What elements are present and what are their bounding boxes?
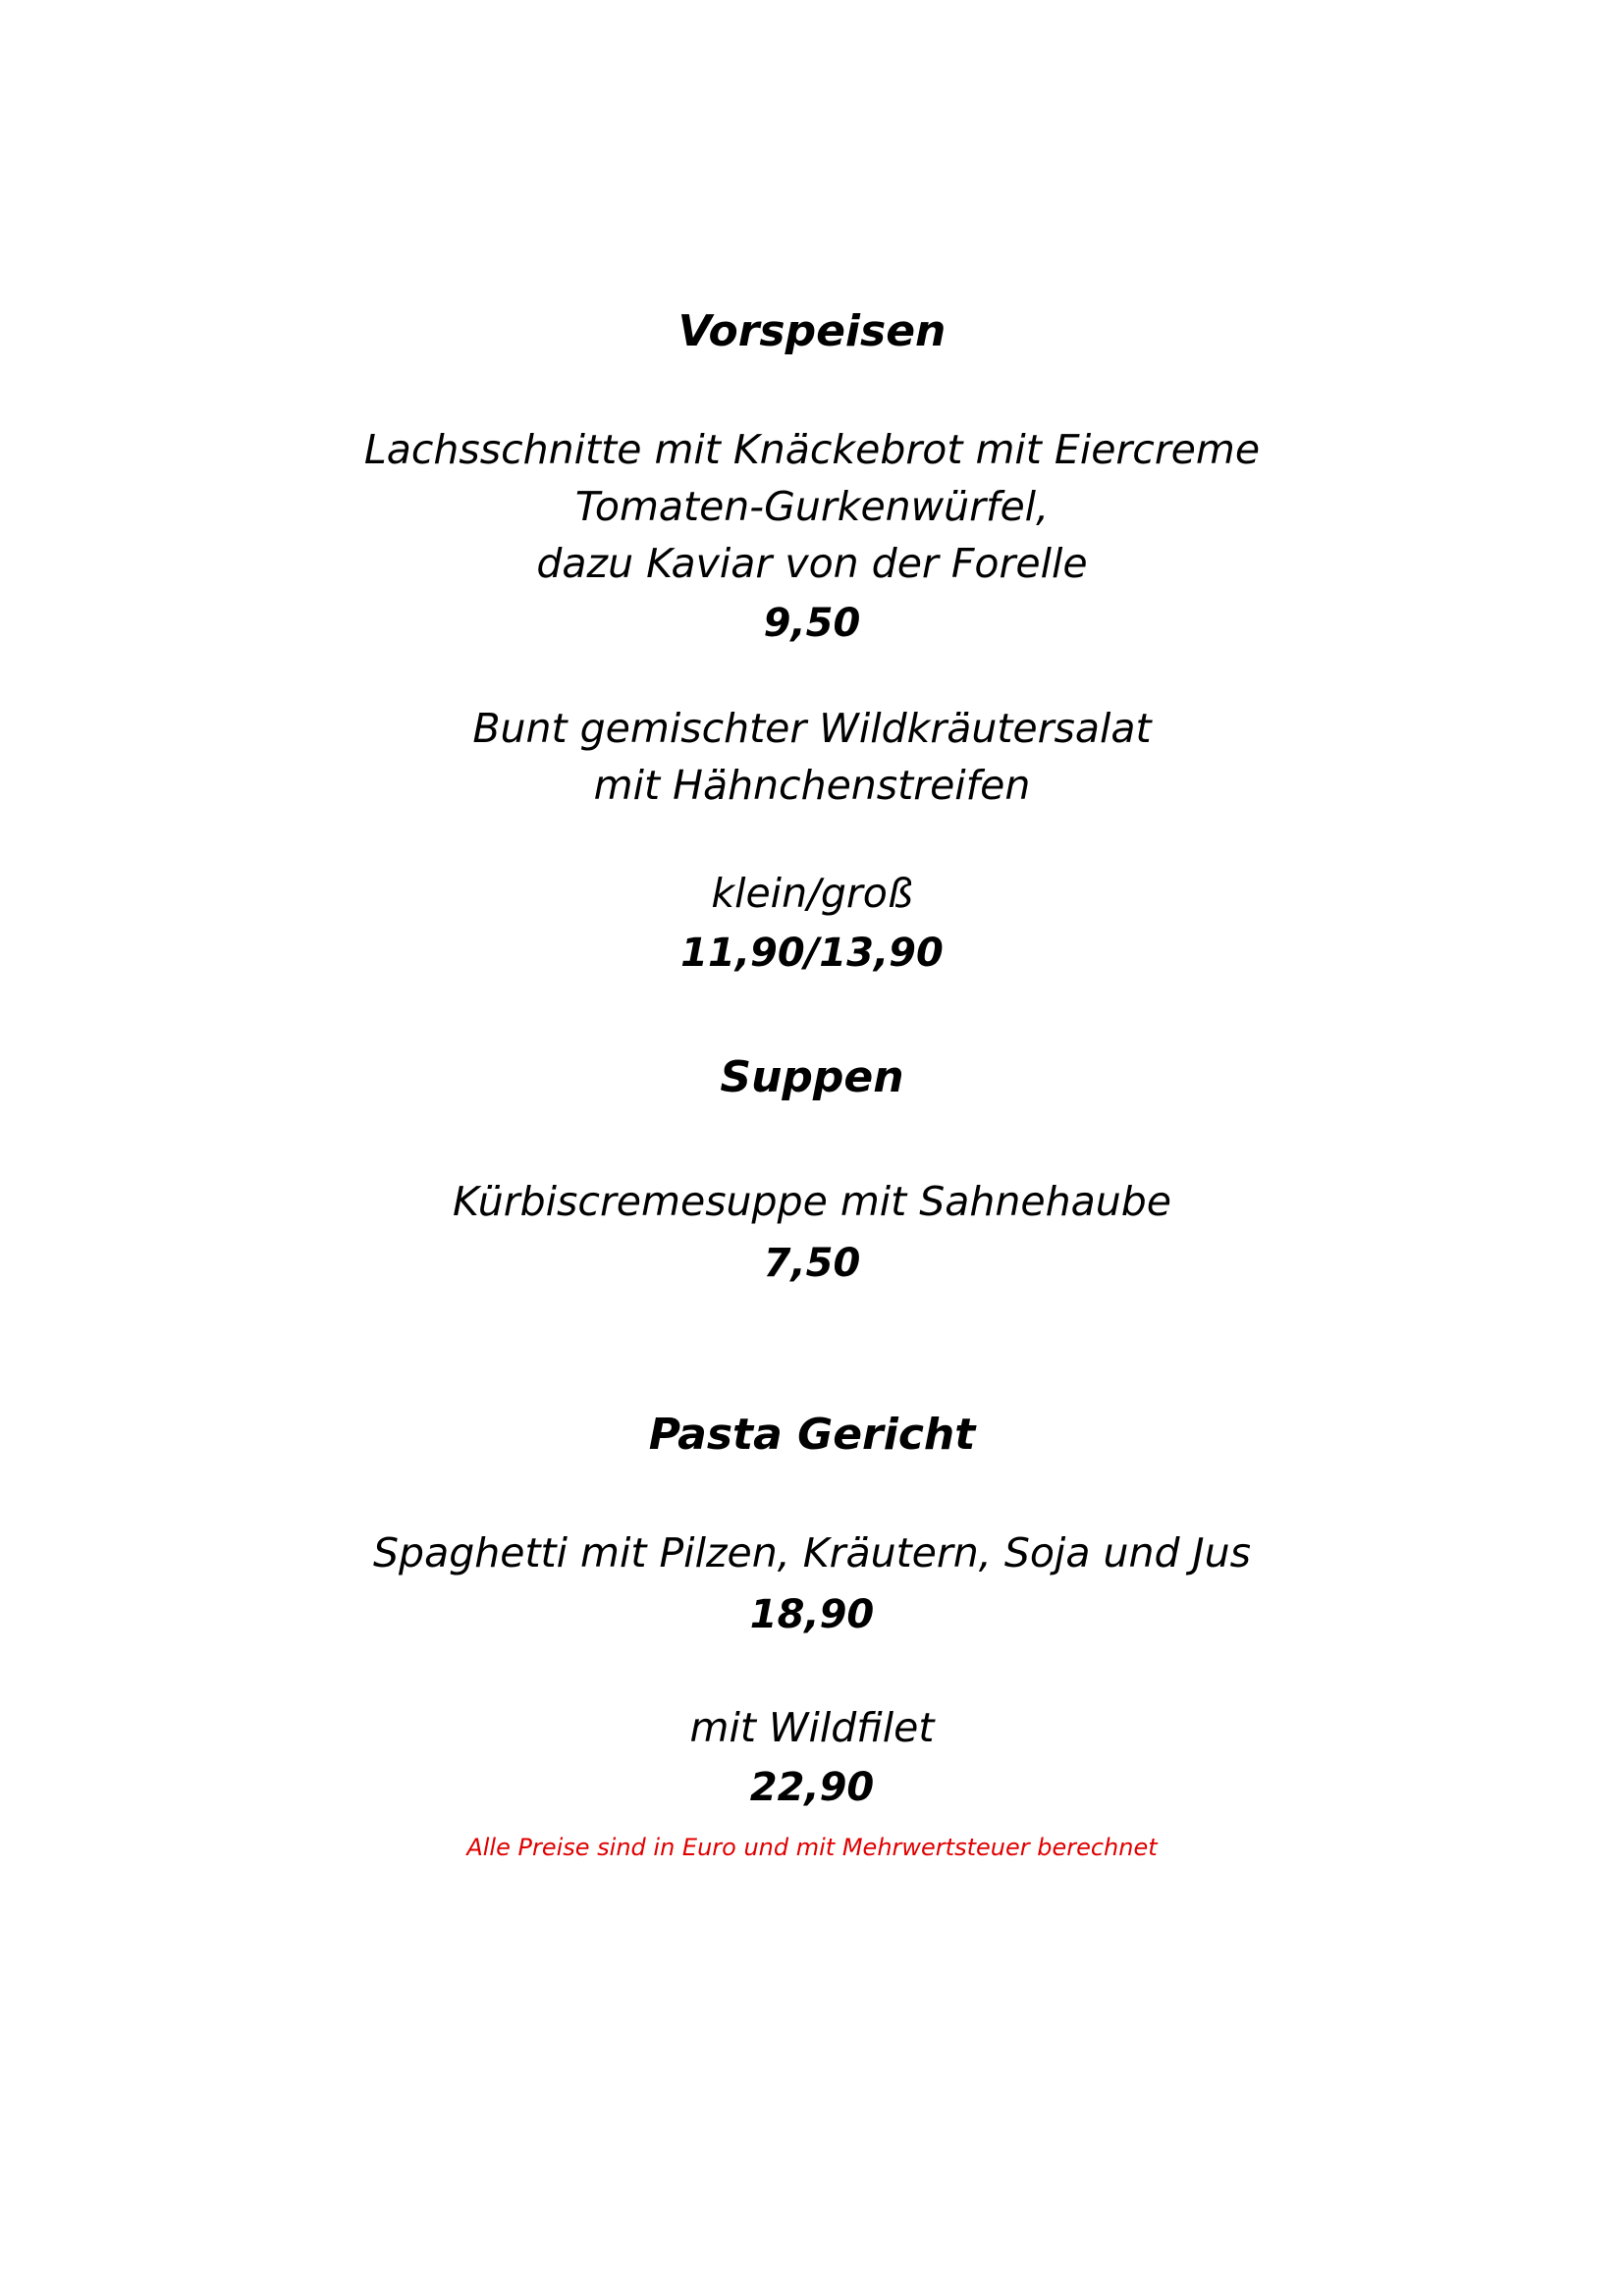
dish-description-line: Spaghetti mit Pilzen, Kräutern, Soja und Jus <box>373 1529 1251 1576</box>
dish-price: 9,50 <box>763 601 861 646</box>
dish-description-line: mit Hähnchenstreifen <box>593 762 1031 809</box>
dish-size-note: klein/groß <box>711 870 913 917</box>
section-title-pasta-gericht: Pasta Gericht <box>648 1410 976 1460</box>
dish-description-line: Lachsschnitte mit Knäckebrot mit Eiercreme <box>363 426 1261 473</box>
dish-price: 7,50 <box>763 1241 861 1286</box>
dish-description-line: mit Wildfilet <box>689 1704 935 1751</box>
dish-description-line: dazu Kaviar von der Forelle <box>536 540 1088 587</box>
dish-description-line: Tomaten-Gurkenwürfel, <box>574 483 1050 530</box>
section-title-suppen: Suppen <box>720 1052 904 1102</box>
section-title-vorspeisen: Vorspeisen <box>677 306 947 356</box>
dish-description-line: Bunt gemischter Wildkräutersalat <box>472 705 1152 752</box>
dish-price: 18,90 <box>749 1592 875 1637</box>
dish-price: 11,90/13,90 <box>680 931 944 976</box>
dish-description-line: Kürbiscremesuppe mit Sahnehaube <box>453 1178 1171 1225</box>
price-disclaimer: Alle Preise sind in Euro und mit Mehrwertsteuer berechnet <box>466 1834 1158 1861</box>
dish-price: 22,90 <box>749 1765 875 1810</box>
